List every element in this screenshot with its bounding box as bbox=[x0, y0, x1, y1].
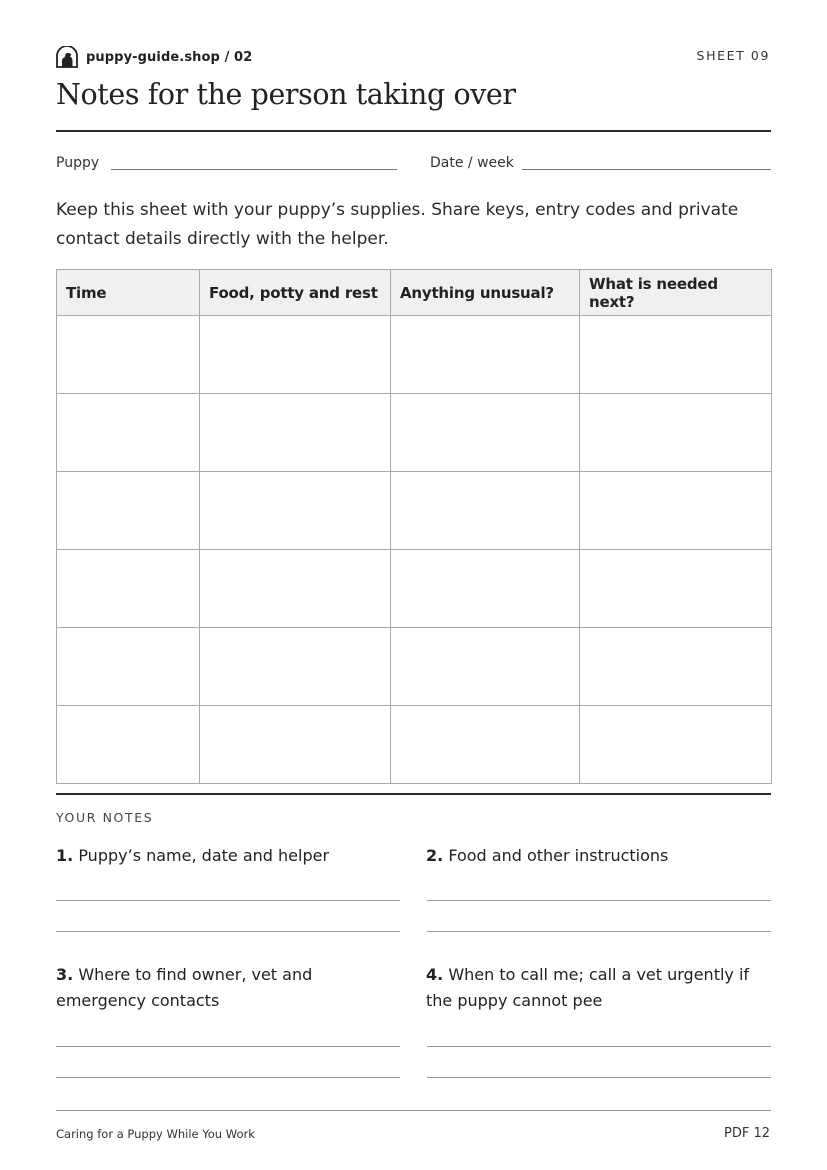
note-prompt-3 bbox=[56, 962, 401, 1014]
table-row bbox=[57, 472, 772, 550]
note-write-line[interactable] bbox=[427, 900, 771, 901]
table-cell[interactable] bbox=[391, 472, 580, 550]
date-write-line[interactable] bbox=[522, 169, 771, 170]
table-cell[interactable] bbox=[200, 472, 391, 550]
table-cell[interactable] bbox=[580, 394, 772, 472]
table-cell[interactable] bbox=[391, 550, 580, 628]
table-cell[interactable] bbox=[200, 316, 391, 394]
table-row bbox=[57, 316, 772, 394]
note-write-line[interactable] bbox=[427, 1046, 771, 1047]
title-divider bbox=[56, 130, 771, 132]
table-cell[interactable] bbox=[57, 472, 200, 550]
column-header-anything-unusual: Anything unusual? bbox=[391, 270, 580, 316]
table-cell[interactable] bbox=[200, 628, 391, 706]
intro-text: Keep this sheet with your puppy’s supplies. Share keys, entry codes and private contact details directly with the helper. bbox=[56, 200, 739, 249]
note-text: When to call me; call a vet urgently if the puppy cannot pee bbox=[426, 965, 750, 1010]
footer-divider bbox=[56, 1110, 771, 1111]
note-prompt-4 bbox=[426, 962, 771, 1014]
table-cell[interactable] bbox=[200, 394, 391, 472]
table-cell[interactable] bbox=[580, 706, 772, 784]
table-cell[interactable] bbox=[580, 628, 772, 706]
note-number: 3. bbox=[56, 965, 74, 984]
column-header-time: Time bbox=[57, 270, 200, 316]
note-write-line[interactable] bbox=[56, 900, 400, 901]
table-cell[interactable] bbox=[580, 472, 772, 550]
table-row bbox=[57, 550, 772, 628]
date-field-label: Date / week bbox=[430, 155, 514, 171]
table-cell[interactable] bbox=[57, 628, 200, 706]
table-cell[interactable] bbox=[391, 628, 580, 706]
table-cell[interactable] bbox=[391, 316, 580, 394]
table-cell[interactable] bbox=[580, 550, 772, 628]
footer-page-label: PDF 12 bbox=[723, 1126, 770, 1141]
sheet-number: SHEET 09 bbox=[696, 48, 770, 63]
footer-book-title: Caring for a Puppy While You Work bbox=[56, 1127, 255, 1141]
note-write-line[interactable] bbox=[427, 931, 771, 932]
table-row bbox=[57, 394, 772, 472]
note-write-line[interactable] bbox=[56, 931, 400, 932]
table-cell[interactable] bbox=[57, 550, 200, 628]
note-prompt-1 bbox=[56, 843, 401, 869]
table-row bbox=[57, 628, 772, 706]
table-cell[interactable] bbox=[57, 706, 200, 784]
note-number: 1. bbox=[56, 846, 74, 865]
column-header-food-potty-rest: Food, potty and rest bbox=[200, 270, 391, 316]
table-cell[interactable] bbox=[391, 706, 580, 784]
table-cell[interactable] bbox=[391, 394, 580, 472]
handover-log-table bbox=[56, 269, 772, 784]
table-cell[interactable] bbox=[200, 550, 391, 628]
note-write-line[interactable] bbox=[427, 1077, 771, 1078]
table-cell[interactable] bbox=[57, 316, 200, 394]
site-label: puppy-guide.shop / 02 bbox=[86, 49, 253, 65]
note-text: Where to find owner, vet and emergency contacts bbox=[56, 965, 313, 1010]
note-text: Puppy’s name, date and helper bbox=[78, 846, 330, 865]
puppy-write-line[interactable] bbox=[111, 169, 397, 170]
table-header-row bbox=[57, 270, 772, 316]
note-number: 4. bbox=[426, 965, 444, 984]
note-prompt-2 bbox=[426, 843, 771, 869]
dog-silhouette-icon bbox=[56, 46, 78, 68]
column-header-needed-next: What is needed next? bbox=[580, 270, 772, 316]
brand bbox=[56, 46, 252, 68]
page-title: Notes for the person taking over bbox=[56, 78, 516, 111]
table-cell[interactable] bbox=[580, 316, 772, 394]
note-number: 2. bbox=[426, 846, 444, 865]
notes-divider bbox=[56, 793, 771, 795]
puppy-field-label: Puppy bbox=[56, 155, 100, 171]
notes-heading: YOUR NOTES bbox=[56, 810, 154, 825]
note-write-line[interactable] bbox=[56, 1077, 400, 1078]
table-cell[interactable] bbox=[57, 394, 200, 472]
note-text: Food and other instructions bbox=[448, 846, 669, 865]
table-row bbox=[57, 706, 772, 784]
note-write-line[interactable] bbox=[56, 1046, 400, 1047]
table-cell[interactable] bbox=[200, 706, 391, 784]
